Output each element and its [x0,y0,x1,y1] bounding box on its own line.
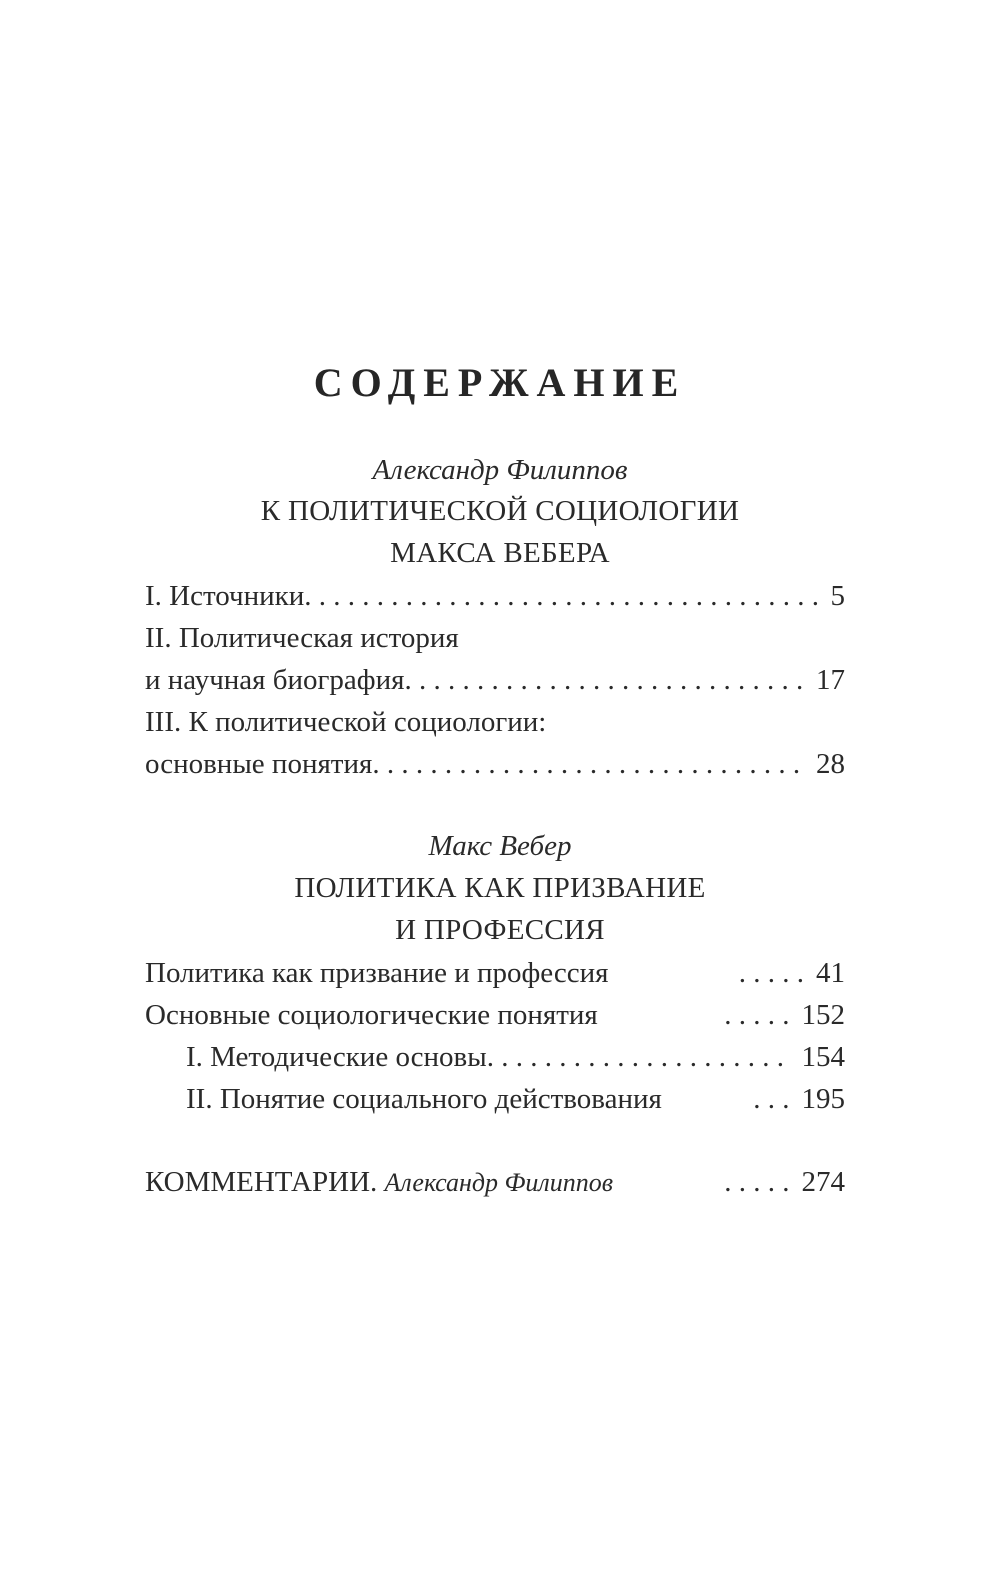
toc-entry-line1[interactable] [145,702,845,742]
leader-dots [487,1037,790,1077]
toc-entry-page: 28 [816,748,845,780]
toc-entry-label: II. Понятие социального действования [186,1083,662,1115]
part2-author: Макс Вебер [428,830,572,862]
leader-dots [304,576,818,616]
page-title: СОДЕРЖАНИЕ [313,360,687,405]
toc-entry-page: 17 [816,664,845,696]
leader-dots [372,744,804,784]
comments-author: Александр Филиппов [384,1168,614,1197]
toc-entry-label: основные понятия [145,748,373,780]
leader-dots [613,1162,789,1202]
toc-entry-page: 195 [801,1083,845,1115]
toc-entry-line1[interactable] [145,618,845,658]
leader-dots [609,953,805,993]
leader-dots [662,1079,790,1119]
toc-entry-label: III. К политической социологии: [145,706,547,738]
toc-entry[interactable] [186,1037,845,1077]
toc-entry-label [145,1162,613,1203]
part2-title-line2: И ПРОФЕССИЯ [395,914,605,946]
part1-author: Александр Филиппов [372,454,628,486]
toc-entry[interactable] [186,1079,845,1119]
toc-entry-label: Основные социологические понятия [145,999,598,1031]
comments-label: КОММЕНТАРИИ. [145,1166,378,1198]
toc-entry-page: 152 [801,999,845,1031]
toc-entry[interactable] [145,953,845,993]
toc-entry-label: Политика как призвание и профессия [145,957,609,989]
toc-entry-page: 41 [816,957,845,989]
toc-entry[interactable] [145,744,845,784]
toc-entry-label: и научная биография [145,664,405,696]
toc-entry[interactable] [145,995,845,1035]
toc-entry-comments[interactable] [145,1162,845,1203]
toc-entry-page: 274 [801,1166,845,1198]
part1-title-line1: К ПОЛИТИЧЕСКОЙ СОЦИОЛОГИИ [260,495,740,527]
toc-entry-label: I. Методические основы [186,1041,487,1073]
part2-title-line1: ПОЛИТИКА КАК ПРИЗВАНИЕ [294,872,706,904]
toc-entry[interactable] [145,576,845,616]
toc-entry[interactable] [145,660,845,700]
leader-dots [598,995,790,1035]
leader-dots [404,660,804,700]
toc-entry-page: 154 [801,1041,845,1073]
toc-entry-page: 5 [830,580,845,612]
toc-entry-label: II. Политическая история [145,622,459,654]
toc-entry-label: I. Источники [145,580,305,612]
part1-title-line2: МАКСА ВЕБЕРА [390,537,610,569]
